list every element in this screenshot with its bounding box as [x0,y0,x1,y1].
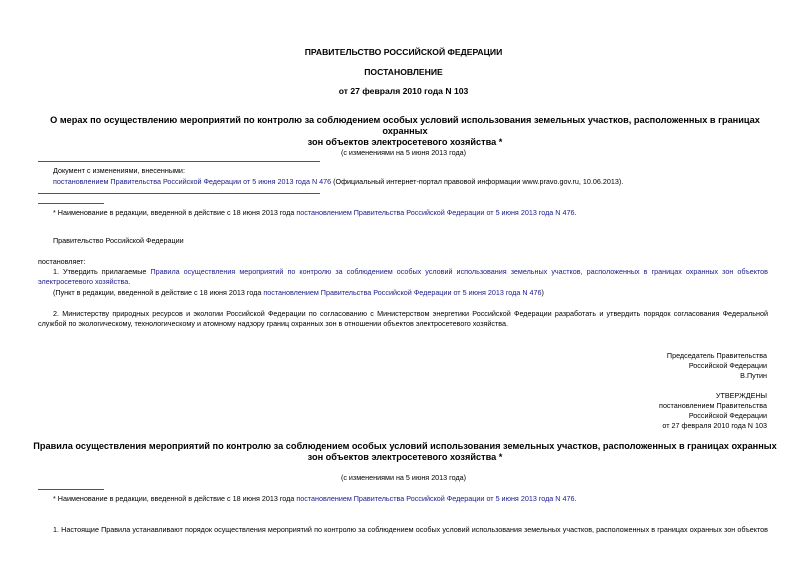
signature-role-2: Российской Федерации [688,361,767,370]
approved-line-4: от 27 февраля 2010 года N 103 [662,421,767,430]
rules-p1-text: 1. Настоящие Правила устанавливают порядок осуществления мероприятий по контролю за соблюдением особых условий использования земельных участков, расположенных в границах охранных зон объектов [53,525,768,534]
footnote-1-link[interactable]: постановлением Правительства Российской Федерации от 5 июня 2013 года N 476 [296,208,575,217]
government-name: ПРАВИТЕЛЬСТВО РОССИЙСКОЙ ФЕДЕРАЦИИ [304,47,503,57]
footnote-divider [38,203,104,204]
changes-tail: (Официальный интернет-портал правовой информации www.pravo.gov.ru, 10.06.2013). [331,177,624,186]
paragraph-2-line-1 [38,309,768,319]
approved-line-2: постановлением Правительства [659,401,767,410]
footnote-divider [38,489,104,490]
document-type: ПОСТАНОВЛЕНИЕ [364,67,443,77]
amended-note: (с изменениями на 5 июня 2013 года) [340,148,467,157]
signature-block [667,351,767,381]
p1-end: . [128,277,131,286]
signature-role-1: Председатель Правительства [666,351,767,360]
changes-intro: Документ с изменениями, внесенными: [53,166,185,175]
document-date: от 27 февраля 2010 года N 103 [338,86,469,96]
p1-note-start: (Пункт в редакции, введенной в действие с 18 июня 2013 года [53,288,264,297]
p1-note-end: ) [541,288,544,297]
footnote-1-end: . [574,208,577,217]
changes-link[interactable]: постановлением Правительства Российской Федерации от 5 июня 2013 года N 476 [53,177,332,186]
footnote-1 [53,208,576,218]
divider [38,193,320,194]
rules-title-line-2: зон объектов электросетевого хозяйства * [307,452,503,462]
p1-link-b[interactable]: электросетевого хозяйства [38,277,129,286]
decrees-label: постановляет: [38,257,86,266]
document-title [30,115,780,148]
signature-name: В.Путин [740,371,767,380]
rules-title [30,441,780,463]
footnote-2 [53,494,576,504]
footnote-1-text: * Наименование в редакции, введенной в действие с 18 июня 2013 года [53,208,297,217]
rules-paragraph-1 [38,525,768,535]
approved-block [659,391,767,431]
footnote-2-text: * Наименование в редакции, введенной в действие с 18 июня 2013 года [53,494,297,503]
p1-link-a[interactable]: Правила осуществления мероприятий по контролю за соблюдением особых условий использования земельных участков, расположенных в границах охранных зон объектов [150,267,768,276]
approved-line-1: УТВЕРЖДЕНЫ [715,391,767,400]
paragraph-1-note [53,288,544,298]
paragraph-1-line-2 [38,277,130,287]
paragraph-1-line-1 [38,267,768,277]
p1-note-link[interactable]: постановлением Правительства Российской Федерации от 5 июня 2013 года N 476 [263,288,542,297]
p2-line-1: 2. Министерству природных ресурсов и экологии Российской Федерации по согласованию с Министерством энергетики Российской Федерации разработать и утвердить порядок согласования Федеральной [53,309,768,318]
title-line-2: зон объектов электросетевого хозяйства * [307,137,503,147]
title-line-1: О мерах по осуществлению мероприятий по контролю за соблюдением особых условий использования земельных участков, расположенных в границах охранных [50,115,760,136]
government-decides: Правительство Российской Федерации [53,236,184,245]
approved-line-3: Российской Федерации [688,411,767,420]
divider [38,161,320,162]
changes-line [53,177,623,187]
footnote-2-end: . [574,494,577,503]
rules-title-line-1: Правила осуществления мероприятий по контролю за соблюдением особых условий использования земельных участков, расположенных в границах охранных [33,441,777,451]
rules-amended-note: (с изменениями на 5 июня 2013 года) [340,473,467,482]
footnote-2-link[interactable]: постановлением Правительства Российской Федерации от 5 июня 2013 года N 476 [296,494,575,503]
paragraph-2-line-2: службой по экологическому, технологическому и атомному надзору границ охранных зон в отношении объектов электросетевого хозяйства. [38,319,509,328]
p1-start: 1. Утвердить прилагаемые [53,267,151,276]
